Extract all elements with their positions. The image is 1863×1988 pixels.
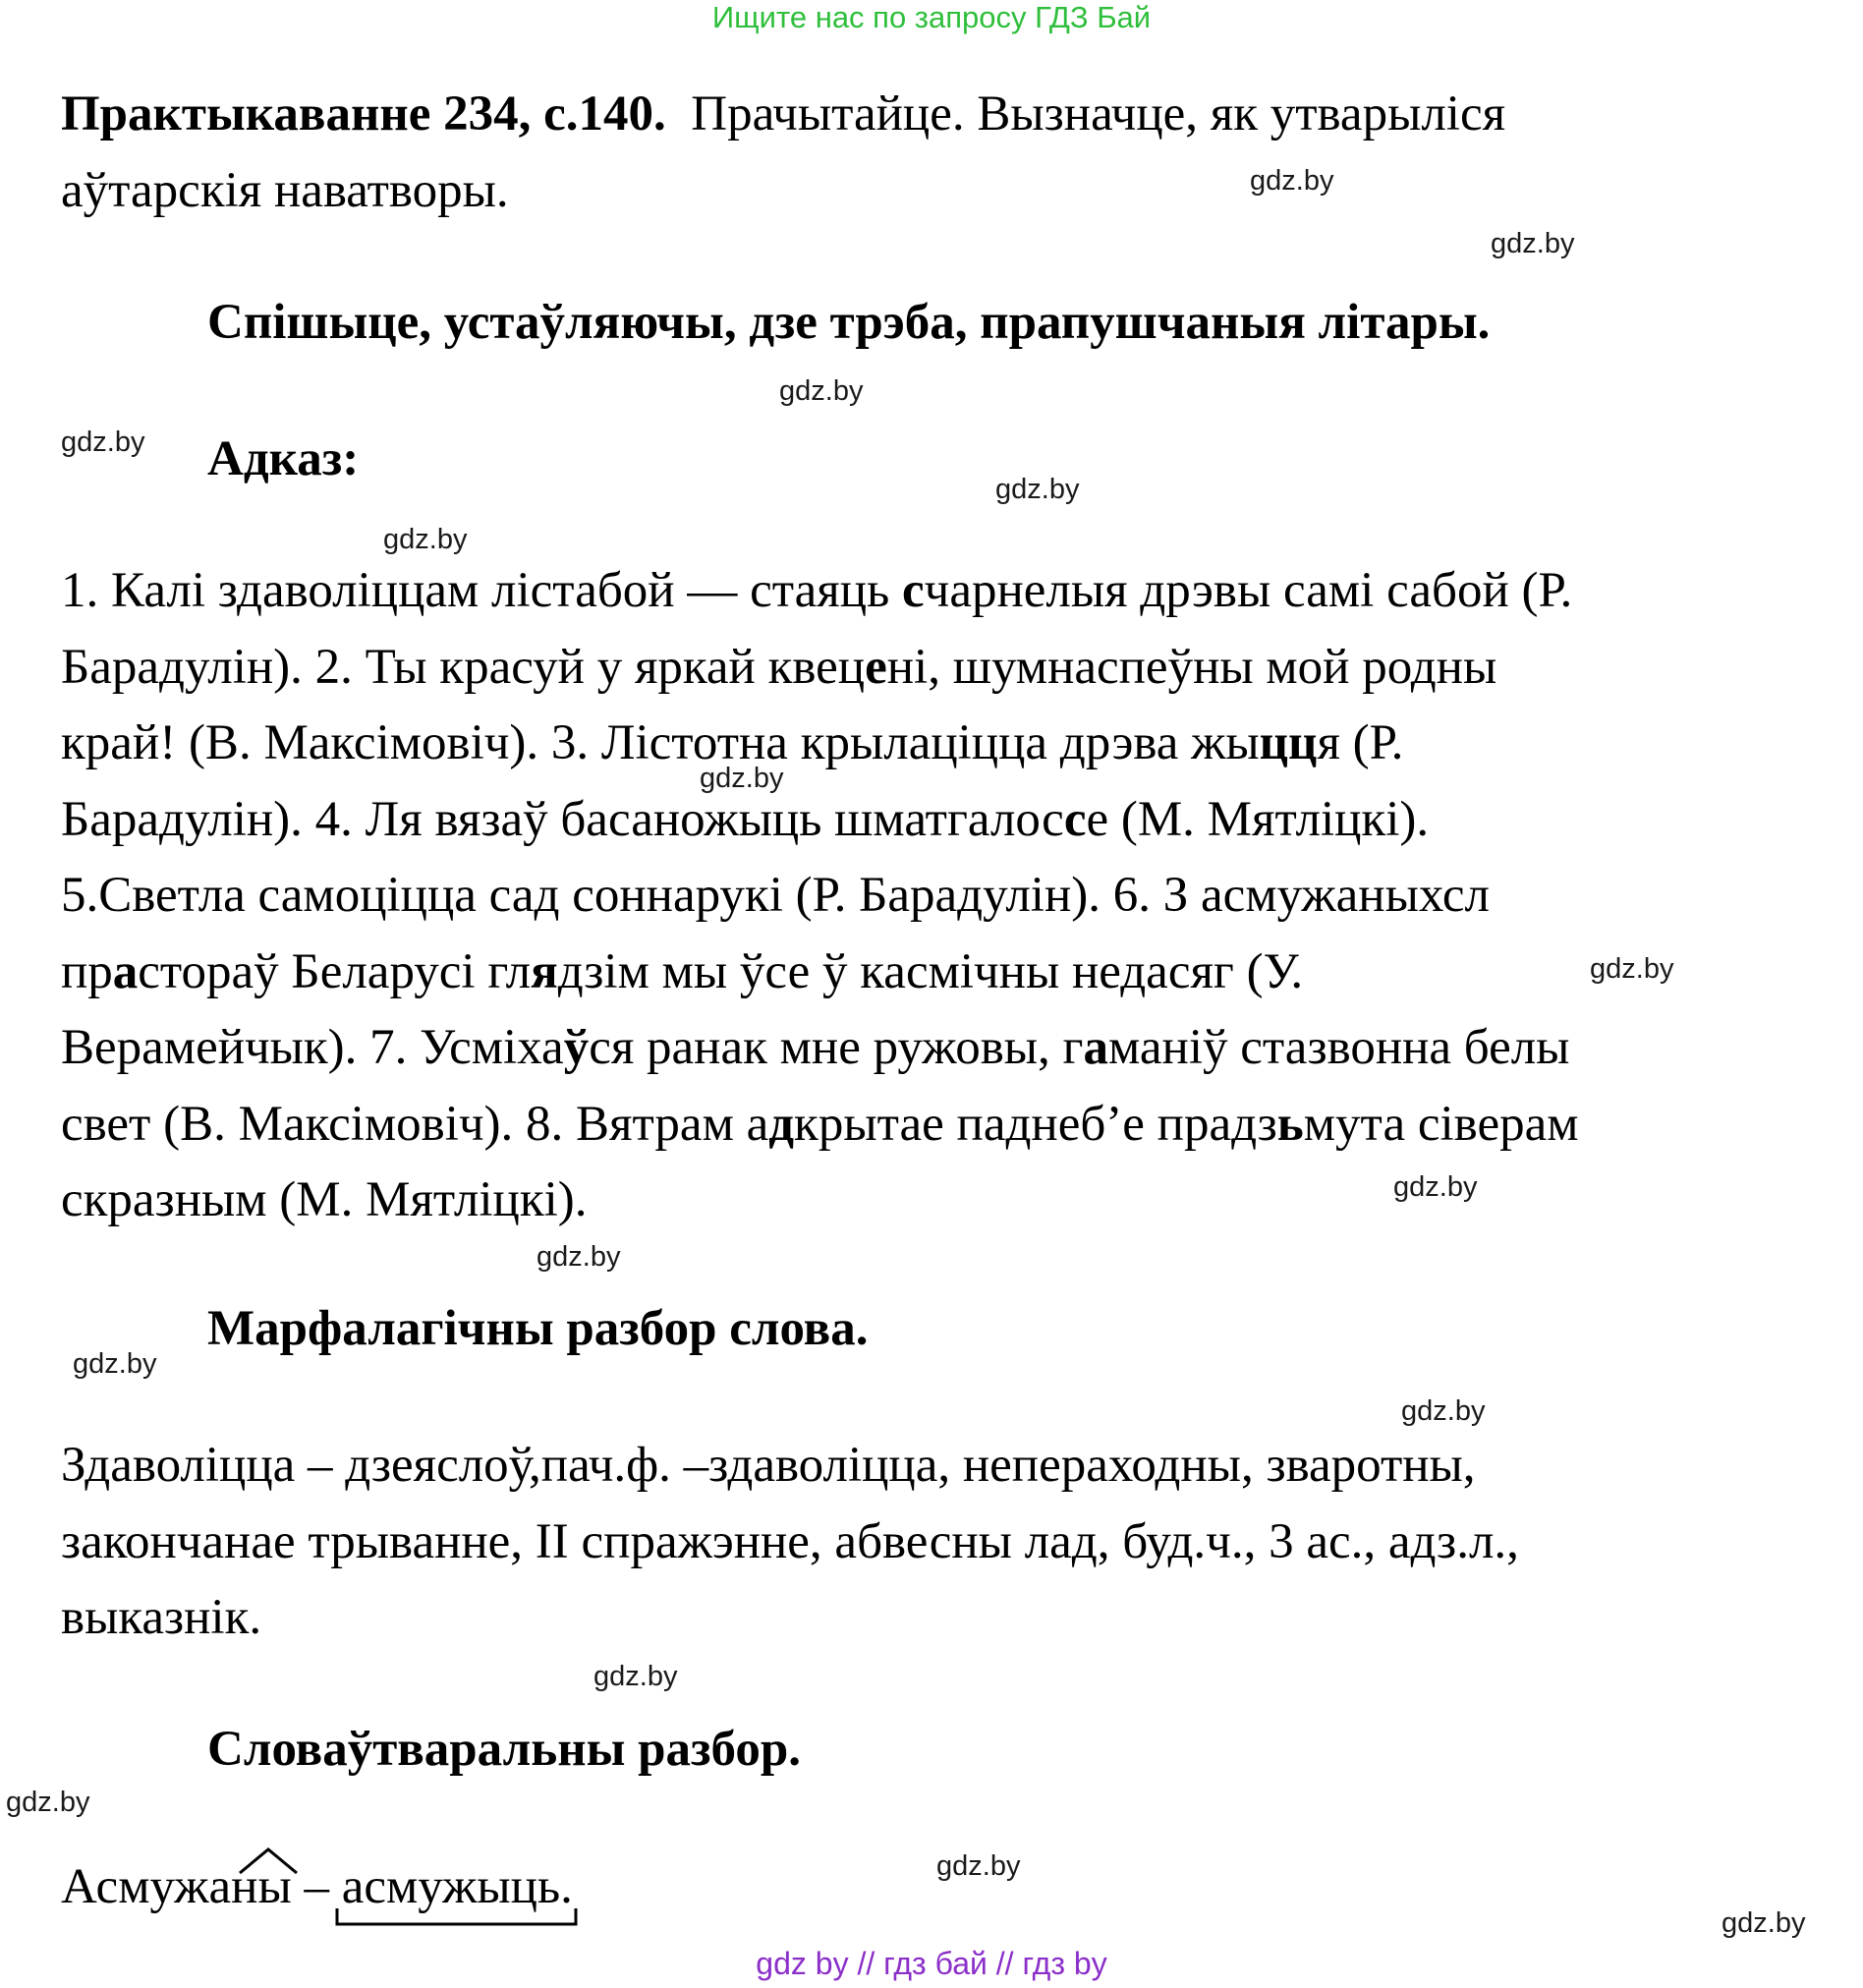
word-heading: Словаўтваральны разбор. xyxy=(207,1722,801,1777)
watermark: gdz.by xyxy=(6,1787,90,1818)
morph-text xyxy=(61,1428,1820,1657)
exercise-number: Практыкаванне 234, с.140. xyxy=(61,86,666,142)
watermark: gdz.by xyxy=(1250,165,1334,197)
watermark: gdz.by xyxy=(536,1241,621,1273)
morph-heading: Марфалагічны разбор слова. xyxy=(207,1301,869,1356)
producing-ending: ыць. xyxy=(477,1859,573,1914)
watermark: gdz.by xyxy=(995,474,1080,505)
watermark: gdz.by xyxy=(700,763,784,794)
watermark: gdz.by xyxy=(936,1850,1021,1882)
morph-line-2: закончанае трыванне, II спражэнне, абвесны лад, буд.ч., 3 ас., адз.л., xyxy=(61,1513,1519,1569)
derived-word: Асмужаны xyxy=(61,1859,304,1914)
watermark: gdz.by xyxy=(1401,1395,1486,1427)
task-heading: Спішыце, устаўляючы, дзе трэба, прапушчаныя літары. xyxy=(207,295,1491,350)
watermark: gdz.by xyxy=(1491,228,1575,259)
watermark: gdz.by xyxy=(73,1348,157,1380)
answer-line-6: прастораў Беларусі глядзім мы ўсе ў касмічны недасяг (У. xyxy=(61,943,1304,999)
watermark: gdz.by xyxy=(593,1661,678,1692)
watermark: gdz.by xyxy=(1393,1171,1478,1203)
base-bracket-icon xyxy=(334,1906,580,1928)
answer-line-2: Барадулін). 2. Ты красуй у яркай квецені, шумнаспеўны мой родны xyxy=(61,639,1497,695)
answer-line-5: 5.Светла самоціцца сад соннарукі (Р. Барадулін). 6. З асмужаныхсл xyxy=(61,868,1490,923)
watermark: gdz.by xyxy=(779,375,864,407)
answer-line-3: край! (В. Максімовіч). 3. Лістотна крылаціцца дрэва жыцця (Р. xyxy=(61,715,1404,770)
bottom-banner[interactable]: gdz by // гдз бай // гдз by xyxy=(756,1946,1107,1981)
watermark: gdz.by xyxy=(383,524,468,555)
answer-line-4: Барадулін). 4. Ля вязаў басаножыць шматгалоссе (М. Мятліцкі). xyxy=(61,791,1430,847)
answer-heading: Адказ: xyxy=(207,431,360,486)
morph-line-3: выказнік. xyxy=(61,1590,262,1645)
answer-line-1: 1. Калі здаволіццам лістабой — стаяць счарнелыя дрэвы самі сабой (Р. xyxy=(61,563,1573,618)
morph-line-1: Здаволіцца – дзеяслоў,пач.ф. –здаволіцца, непераходны, зваротны, xyxy=(61,1438,1476,1493)
watermark: gdz.by xyxy=(61,426,145,458)
exercise-title xyxy=(61,77,1820,229)
watermark: gdz.by xyxy=(1722,1907,1806,1939)
producing-word xyxy=(342,1859,573,1914)
answer-line-9: скразным (М. Мятліцкі). xyxy=(61,1172,588,1227)
suffix-mark-icon xyxy=(236,1846,301,1875)
answer-text xyxy=(61,553,1820,1239)
parse-dash: – xyxy=(304,1859,342,1914)
watermark: gdz.by xyxy=(1590,953,1674,985)
answer-line-7: Верамейчык). 7. Усміхаўся ранак мне ружовы, гаманіў стазвонна белы xyxy=(61,1020,1570,1075)
top-banner[interactable]: Ищите нас по запросу ГДЗ Бай xyxy=(711,0,1152,34)
exercise-instruction-2: аўтарскія наватворы. xyxy=(61,162,509,218)
answer-line-8: свет (В. Максімовіч). 8. Вятрам адкрытае паднеб’е прадзьмута сіверам xyxy=(61,1096,1579,1152)
producing-base: асмуж xyxy=(341,1859,478,1914)
exercise-instruction: Прачытайце. Вызначце, як утварыліся xyxy=(691,86,1506,142)
